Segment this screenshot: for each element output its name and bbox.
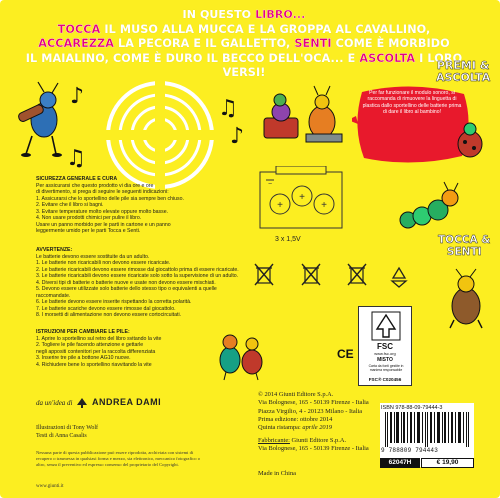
fsc-tree-icon xyxy=(371,311,401,341)
music-note-icon: ♪ xyxy=(70,84,85,109)
speaker-grill[interactable] xyxy=(105,80,215,190)
music-note-icon: ♪ xyxy=(230,124,245,149)
manufacturer-info: Fabbricante: Giunti Editore S.p.A. Via Bolognese, 165 - 50139 Firenze - Italia xyxy=(258,437,369,453)
battery-compartment-diagram xyxy=(258,166,344,232)
tocca-senti-label: TOCCA & SENTI xyxy=(438,234,491,258)
warnings-section: AVVERTENZE: Le batterie devono essere sostituite da un adulto. 1. Le batterie non ricaricabili non devono essere ricaricate. 2. Le batterie ricaricabili devono essere rimosse dal giocattolo prima di essere ricaricate. 3. Le batterie ricaricabili devono essere ricaricate solo sotto la supervisione di un adulto. 4. Diversi tipi di batterie o batterie nuove e usate non devono essere mischiati. 5. Devono essere utilizzate solo batterie dello stesso tipo o equivalenti a quelle raccomandate. 6. Le batterie devono essere inserite rispettando la corretta polarità. 7. Le batterie scariche devono essere rimosse dal giocattolo. 8. I morsetti di alimentazione non devono essere cortocircuitati. xyxy=(36,247,239,318)
caterpillar-illustration xyxy=(396,180,460,236)
ce-mark: CE xyxy=(337,347,354,361)
safety-section: SICUREZZA GENERALE E CURA Per assicurarsi che questo prodotto vi dia ore e ore di divertimento, si prega di seguire le seguenti indicazioni: 1. Assicurarsi che lo sportellino delle pile sia sempre ben chiuso. 2. Evitare che il libro si bagni. 3. Evitare temperature molto elevate oppure molto basse. 4. Non usare prodotti chimici per pulire il libro. Usare un panno morbido per le parti in cartone e un panno leggermente umido per le parti Tocca e Senti. xyxy=(36,176,184,234)
music-note-icon: ♫ xyxy=(66,146,86,171)
price: € 19,90 xyxy=(421,458,474,468)
crossed-bin-icon xyxy=(300,262,322,288)
tree-logo-icon xyxy=(76,398,88,408)
crossed-bin-icon xyxy=(253,262,275,288)
fsc-logo: FSC www.fsc.org MISTO Carta da fonti gestite in maniera responsabile FSC® C020456 xyxy=(358,306,412,386)
beetle-illustration xyxy=(440,268,492,330)
bugs-scene-illustration xyxy=(212,326,270,382)
credits: Illustrazioni di Tony Wolf Testi di Anna Casalis xyxy=(36,425,99,439)
svg-text:+: + xyxy=(299,192,305,203)
product-code: 62047H xyxy=(380,458,420,468)
recycle-icon xyxy=(388,266,410,288)
ladybug-illustration xyxy=(452,120,488,160)
music-note-icon: ♫ xyxy=(218,96,238,121)
bug-band-illustration xyxy=(258,78,348,154)
svg-text:+: + xyxy=(277,200,283,211)
barcode-number: 9 788809 794443 xyxy=(381,447,439,454)
barcode xyxy=(383,412,471,447)
made-in: Made in China xyxy=(258,470,296,477)
publisher-url[interactable]: www.giunti.it xyxy=(36,484,64,489)
idea-credit: da un'idea di ANDREA DAMI xyxy=(36,397,162,407)
beetle-guitar-illustration xyxy=(8,80,70,158)
isbn: ISBN 978-88-09-79444-3 xyxy=(381,405,443,411)
battery-spec: 3 x 1,5V xyxy=(275,236,301,243)
warning-bubble-text: Per far funzionare il modulo sonoro, si raccomanda di rimuovere la linguetta di plastica dallo sportellino delle batterie prima di dare il libro al bambino! xyxy=(362,90,462,116)
copyright-notice: Nessuna parte di questa pubblicazione può essere riprodotta, archiviata con sistemi di recupero o trasmessa in qualsiasi forma e mezzo, sia elettronico, meccanico fotografico o altro, senza il preventivo ed espresso consenso del proprietario del Copyright. xyxy=(36,450,201,467)
premi-ascolta-label: PREMI & ASCOLTA xyxy=(436,59,491,84)
crossed-bin-icon xyxy=(346,262,368,288)
svg-text:−: − xyxy=(267,181,273,188)
hero-text: IN QUESTO LIBRO... TOCCA IL MUSO ALLA MUCCA E LA GROPPA AL CAVALLINO, ACCAREZZA LA PECORA E IL GALLETTO, SENTI COME È MORBIDO IL MAIALINO, COME È DURO IL BECCO DELL'OCA... E ASCOLTA I LORO VERSI! xyxy=(25,8,463,80)
svg-text:+: + xyxy=(321,200,327,211)
replace-batteries-section: ISTRUZIONI PER CAMBIARE LE PILE: 1. Aprire lo sportellino sul retro del libro svitando la vite 2. Togliere le pile facendo attenzione e gettarle negli appositi contenitori per la raccolta differenziata 3. Inserire tre pile a bottone AG10 nuove. 4. Richiudere bene lo sportellino riavvitando la vite xyxy=(36,329,162,368)
publisher-info: © 2014 Giunti Editore S.p.A. Via Bolognese, 165 - 50139 Firenze - Italia Piazza Virgilio, 4 - 20123 Milano - Italia Prima edizione: ottobre 2014 Quinta ristampa: aprile 2019 xyxy=(258,391,369,432)
